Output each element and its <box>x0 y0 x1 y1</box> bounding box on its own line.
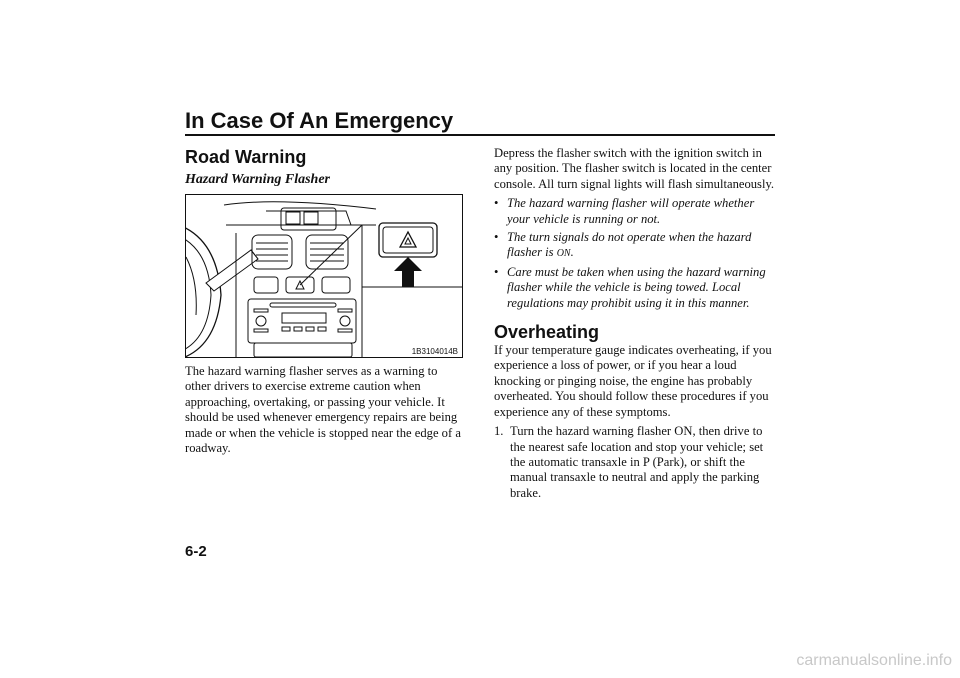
step-text: Turn the hazard warning flasher ON, then drive to the nearest safe location and stop your vehicle; set the automatic transaxle in P (Park), or shift the manual transaxle to neutral and apply the parking brake. <box>510 424 764 500</box>
page-number: 6-2 <box>185 543 207 560</box>
bullet-text: The hazard warning flasher will operate whether your vehicle is running or not. <box>507 196 755 226</box>
bullet-text-end: . <box>570 245 574 260</box>
bullet-text: The turn signals do not operate when the hazard flasher is <box>507 230 752 260</box>
right-column <box>494 146 776 501</box>
subsection-title-hazard-warning-flasher: Hazard Warning Flasher <box>185 172 330 187</box>
section-title-overheating: Overheating <box>494 322 600 343</box>
dashboard-illustration <box>186 195 462 357</box>
list-item <box>494 424 776 501</box>
list-item <box>494 230 776 262</box>
figure-code: 1B3104014B <box>411 347 458 356</box>
overheating-steps <box>494 424 776 501</box>
title-rule <box>185 134 775 136</box>
list-item <box>494 265 776 311</box>
hazard-flasher-figure <box>185 194 463 358</box>
bullet-glyph: • <box>494 196 499 211</box>
on-small-caps: ON <box>556 248 571 260</box>
watermark: carmanualsonline.info <box>796 652 952 669</box>
bullet-glyph: • <box>494 264 499 279</box>
chapter-title: In Case Of An Emergency <box>185 108 454 133</box>
step-number: 1. <box>494 424 504 439</box>
list-item <box>494 196 776 227</box>
hazard-flasher-description: The hazard warning flasher serves as a warning to other drivers to exercise extreme caution when approaching, overtaking, or passing your vehicle. It should be used whenever emergency repairs are being made or when the vehicle is stopped near the edge of a roadway. <box>185 364 461 456</box>
overheating-description: If your temperature gauge indicates overheating, if you experience a loss of power, or if you hear a loud knocking or pinging noise, the engine has probably overheated. You should follow these procedures if you experience any of these symptoms. <box>494 343 772 419</box>
section-title-road-warning: Road Warning <box>185 147 307 167</box>
flasher-switch-instructions: Depress the flasher switch with the ignition switch in any position. The flasher switch is located in the center console. All turn signal lights will flash simultaneously. <box>494 146 775 191</box>
hazard-notes-list <box>494 196 776 311</box>
bullet-glyph: • <box>494 230 499 245</box>
bullet-text: Care must be taken when using the hazard warning flasher while the vehicle is being towed. Local regulations may prohibit using it in this manner. <box>507 264 766 310</box>
left-column <box>185 146 463 456</box>
